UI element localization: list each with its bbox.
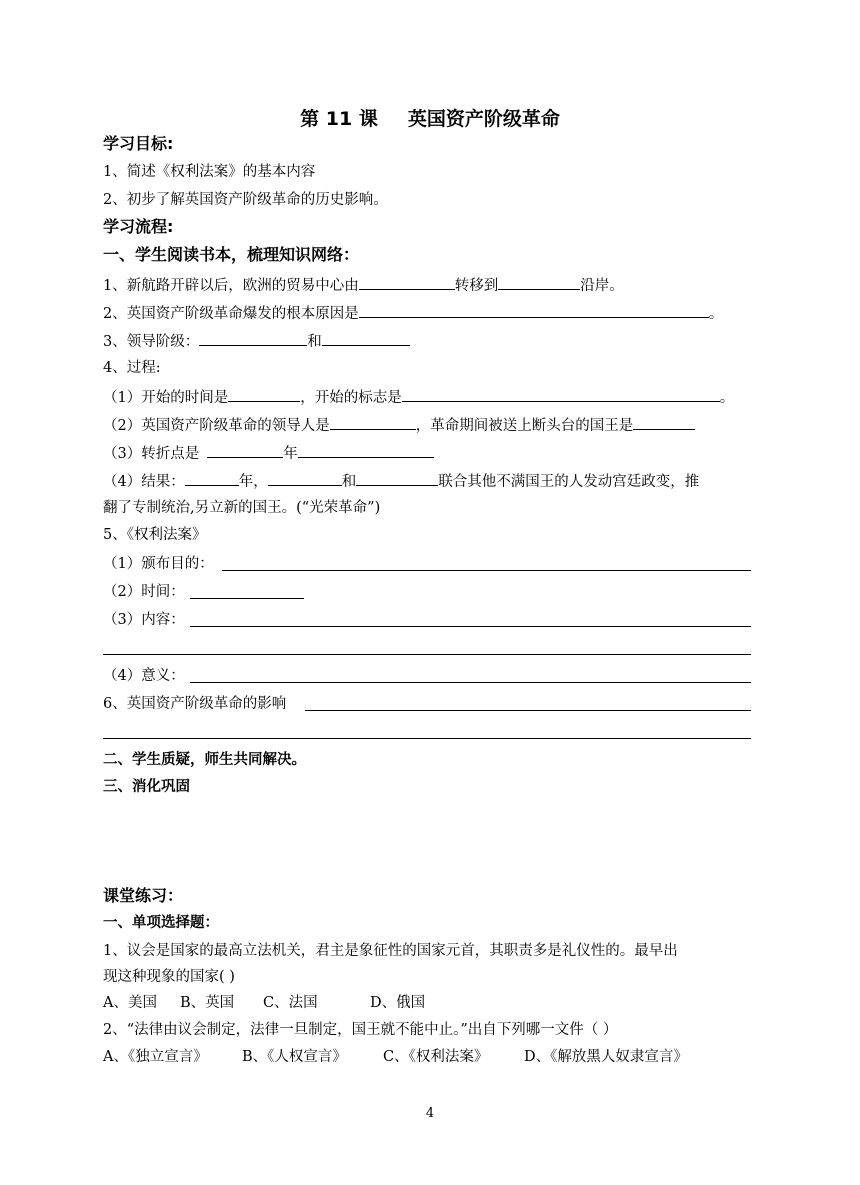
- goals-heading: 学习目标:: [103, 134, 174, 153]
- question-text: 年，: [238, 474, 268, 490]
- answer-line[interactable]: [222, 569, 751, 571]
- question-text: （2）英国资产阶级革命的领导人是: [103, 418, 330, 434]
- blank[interactable]: [330, 414, 416, 430]
- option[interactable]: A、美国: [103, 995, 157, 1011]
- goal-item: 2、初步了解英国资产阶级革命的历史影响。: [103, 192, 388, 208]
- question-text: 联合其他不满国王的人发动宫廷政变，推: [438, 474, 700, 490]
- option[interactable]: D、《解放黑人奴隶宣言》: [524, 1049, 688, 1065]
- blank[interactable]: [359, 302, 709, 318]
- blank[interactable]: [298, 442, 434, 458]
- question-text: 。: [708, 306, 724, 322]
- question-text: （3）转折点是: [103, 446, 200, 462]
- question-text: 2、英国资产阶级革命爆发的根本原因是: [103, 306, 359, 322]
- question-4-part-4: [103, 470, 753, 492]
- practice-section-heading: 一、单项选择题：: [103, 915, 219, 931]
- question-5-label: 5、《权利法案》: [103, 527, 207, 543]
- blank[interactable]: [402, 386, 720, 402]
- blank[interactable]: [356, 470, 438, 486]
- question-3: [103, 330, 753, 352]
- question-text: 沿岸。: [580, 278, 624, 294]
- question-5-content: （3）内容：: [103, 612, 185, 628]
- page-number: 4: [425, 1106, 435, 1121]
- question-4-part-1: [103, 386, 753, 408]
- question-text: （4）结果：: [103, 474, 185, 490]
- question-text: 和: [341, 474, 357, 490]
- option[interactable]: D、俄国: [370, 995, 426, 1011]
- practice-heading: 课堂练习：: [103, 886, 184, 905]
- question-4-part-4-cont: 翻了专制统治,另立新的国王。(“光荣革命”): [103, 500, 381, 516]
- blank[interactable]: [498, 274, 580, 290]
- blank[interactable]: [199, 330, 307, 346]
- blank[interactable]: [633, 414, 695, 430]
- goal-item: 1、简述《权利法案》的基本内容: [103, 164, 316, 180]
- question-6: 6、英国资产阶级革命的影响: [103, 696, 287, 712]
- practice-q2-line1: 2、“法律由议会制定，法律一旦制定，国王就不能中止。”出自下列哪一文件（ ）: [103, 1022, 618, 1038]
- practice-q1-line1: 1、议会是国家的最高立法机关，君主是象征性的国家元首，其职责多是礼仪性的。最早出: [103, 943, 678, 959]
- option[interactable]: A、《独立宣言》: [103, 1049, 208, 1065]
- answer-line[interactable]: [190, 681, 751, 683]
- question-1: [103, 274, 753, 296]
- answer-line[interactable]: [190, 625, 751, 627]
- practice-q1-line2: 现这种现象的国家( ): [103, 969, 235, 985]
- section-1-heading: 一、学生阅读书本，梳理知识网络：: [103, 245, 360, 264]
- question-text: ，开始的标志是: [300, 390, 402, 406]
- answer-line[interactable]: [103, 653, 751, 655]
- answer-line[interactable]: [103, 737, 751, 739]
- option[interactable]: B、《人权宣言》: [242, 1049, 347, 1065]
- question-5-time: （2）时间：: [103, 584, 185, 600]
- question-text: 转移到: [454, 278, 499, 294]
- question-2: [103, 302, 753, 324]
- section-3-heading: 三、消化巩固: [103, 779, 190, 795]
- option[interactable]: C、法国: [263, 995, 318, 1011]
- flow-heading: 学习流程:: [103, 217, 174, 236]
- question-4-label: 4、过程:: [103, 360, 161, 376]
- option[interactable]: B、英国: [180, 995, 235, 1011]
- question-4-part-3: [103, 442, 753, 464]
- question-text: 3、领导阶级：: [103, 334, 200, 350]
- question-5-significance: （4）意义：: [103, 668, 185, 684]
- question-5-purpose: （1）颁布目的：: [103, 556, 214, 572]
- page-title: [0, 104, 860, 131]
- blank[interactable]: [322, 330, 410, 346]
- option[interactable]: C、《权利法案》: [383, 1049, 489, 1065]
- section-2-heading: 二、学生质疑，师生共同解决。: [103, 752, 306, 768]
- question-text: 。: [719, 390, 735, 406]
- blank[interactable]: [185, 470, 239, 486]
- question-text: ，革命期间被送上断头台的国王是: [415, 418, 634, 434]
- question-4-part-2: [103, 414, 753, 436]
- blank[interactable]: [268, 470, 342, 486]
- blank[interactable]: [207, 442, 283, 458]
- question-text: 1、新航路开辟以后，欧洲的贸易中心由: [103, 278, 359, 294]
- question-text: 和: [307, 334, 322, 350]
- answer-line[interactable]: [190, 597, 304, 599]
- question-text: 年: [283, 446, 298, 462]
- blank[interactable]: [359, 274, 455, 290]
- question-text: （1）开始的时间是: [103, 390, 229, 406]
- lesson-number: 第 11 课: [300, 108, 378, 130]
- lesson-title: 英国资产阶级革命: [407, 108, 560, 130]
- answer-line[interactable]: [305, 709, 751, 711]
- blank[interactable]: [228, 386, 300, 402]
